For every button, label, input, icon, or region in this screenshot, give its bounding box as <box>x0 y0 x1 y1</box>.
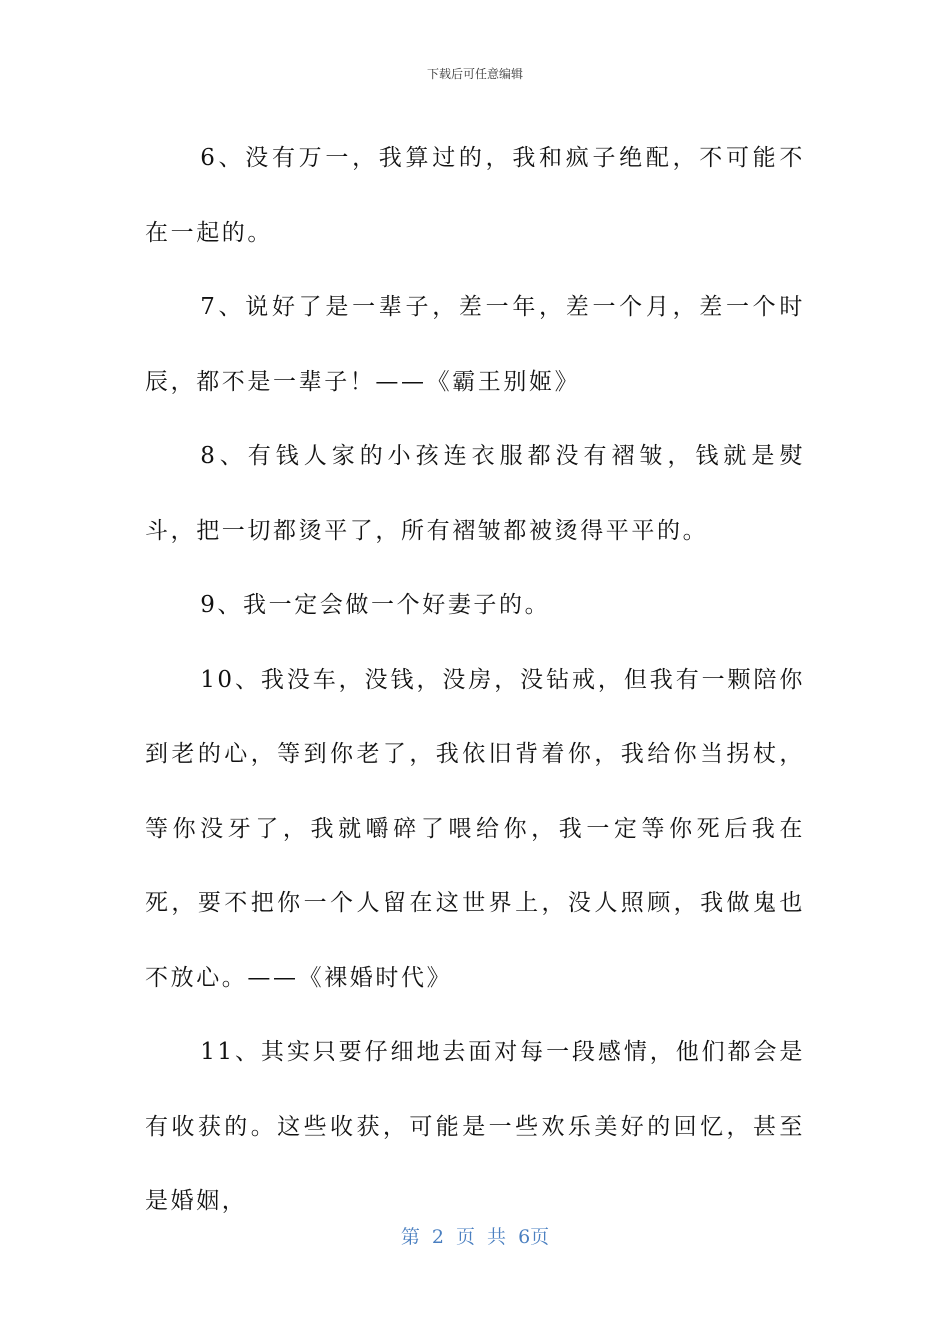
paragraph-6: 6、没有万一，我算过的，我和疯子绝配，不可能不在一起的。 <box>145 145 805 246</box>
page-header: 下载后可任意编辑 <box>426 67 523 81</box>
paragraph-9: 9、我一定会做一个好妻子的。 <box>200 592 551 618</box>
paragraph-7: 7、说好了是一辈子，差一年，差一个月，差一个时辰，都不是一辈子！——《霸王别姬》 <box>145 294 805 395</box>
paragraph-11: 11、其实只要仔细地去面对每一段感情，他们都会是有收获的。这些收获，可能是一些欢乐美好的回忆，甚至是婚姻， <box>145 1039 805 1214</box>
paragraph-8: 8、有钱人家的小孩连衣服都没有褶皱，钱就是熨斗，把一切都烫平了，所有褶皱都被烫得平平的。 <box>145 443 805 544</box>
document-body <box>145 121 805 1239</box>
page-number-footer: 第 2 页 共 6页 <box>400 1226 550 1248</box>
paragraph-10: 10、我没车，没钱，没房，没钻戒，但我有一颗陪你到老的心，等到你老了，我依旧背着你，我给你当拐杖，等你没牙了，我就嚼碎了喂给你，我一定等你死后我在死，要不把你一个人留在这世界上，没人照顾，我做鬼也不放心。——《裸婚时代》 <box>145 666 805 991</box>
